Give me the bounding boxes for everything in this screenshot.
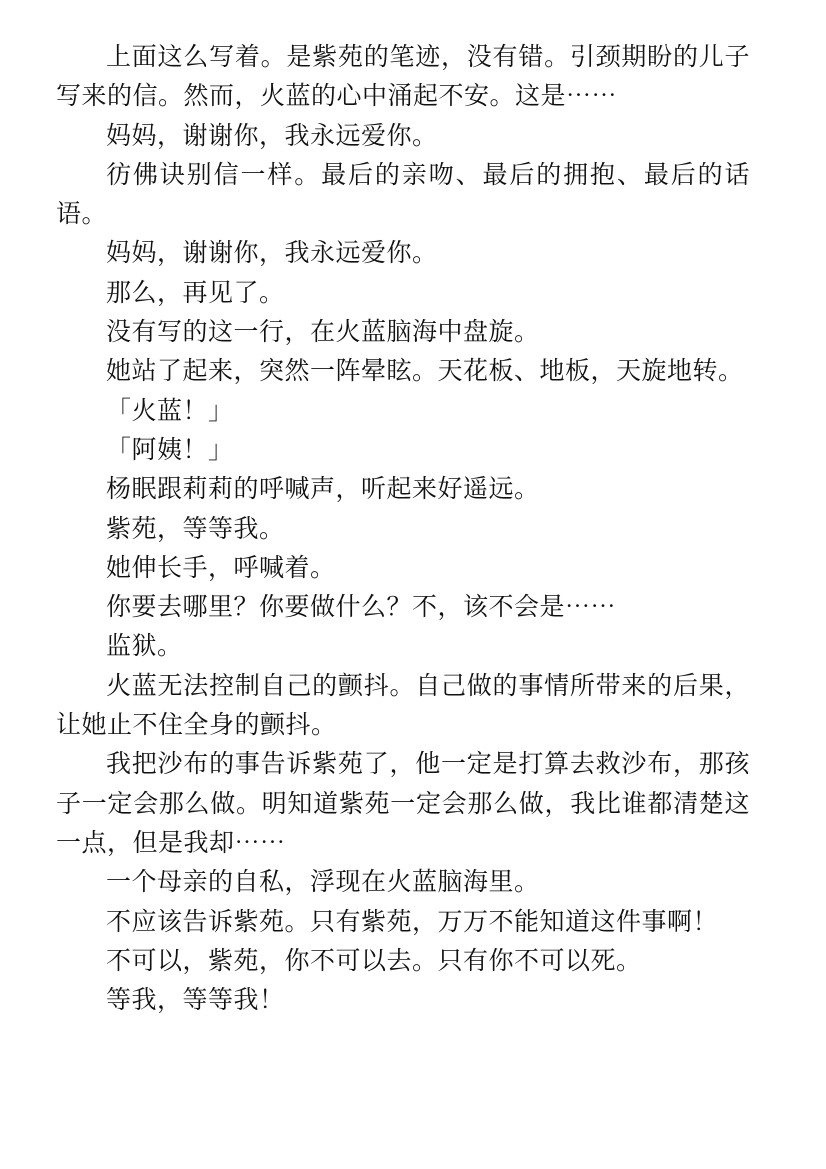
paragraph: 彷佛诀别信一样。最后的亲吻、最后的拥抱、最后的话语。	[56, 159, 750, 229]
paragraph: 你要去哪里？你要做什么？不，该不会是⋯⋯	[106, 592, 617, 622]
paragraph: 一个母亲的自私，浮现在火蓝脑海里。	[106, 867, 540, 897]
paragraph: 妈妈，谢谢你，我永远爱你。	[106, 120, 438, 150]
paragraph: 监狱。	[106, 631, 183, 661]
paragraph: 杨眠跟莉莉的呼喊声，听起来好遥远。	[106, 474, 540, 504]
paragraph: 上面这么写着。是紫苑的笔迹，没有错。引颈期盼的儿子写来的信。然而，火蓝的心中涌起不安。这是⋯⋯	[56, 42, 750, 111]
paragraph: 我把沙布的事告诉紫苑了，他一定是打算去救沙布，那孩子一定会那么做。明知道紫苑一定会那么做，我比谁都清楚这一点，但是我却⋯⋯	[56, 749, 750, 857]
paragraph: 火蓝无法控制自己的颤抖。自己做的事情所带来的后果，让她止不住全身的颤抖。	[56, 670, 750, 740]
paragraph: 紫苑，等等我。	[106, 513, 285, 543]
paragraph: 没有写的这一行，在火蓝脑海中盘旋。	[106, 317, 540, 347]
paragraph: 不应该告诉紫苑。只有紫苑，万万不能知道这件事啊！	[106, 906, 719, 936]
paragraph: 等我，等等我！	[106, 985, 285, 1015]
paragraph: 不可以，紫苑，你不可以去。只有你不可以死。	[106, 945, 642, 975]
paragraph: 「火蓝！」	[106, 395, 234, 425]
paragraph: 她站了起来，突然一阵晕眩。天花板、地板，天旋地转。	[106, 356, 744, 386]
paragraph: 那么，再见了。	[106, 277, 285, 307]
document-page	[56, 37, 750, 1019]
paragraph: 「阿姨！」	[106, 434, 234, 464]
paragraph: 妈妈，谢谢你，我永远爱你。	[106, 238, 438, 268]
paragraph: 她伸长手，呼喊着。	[106, 552, 336, 582]
